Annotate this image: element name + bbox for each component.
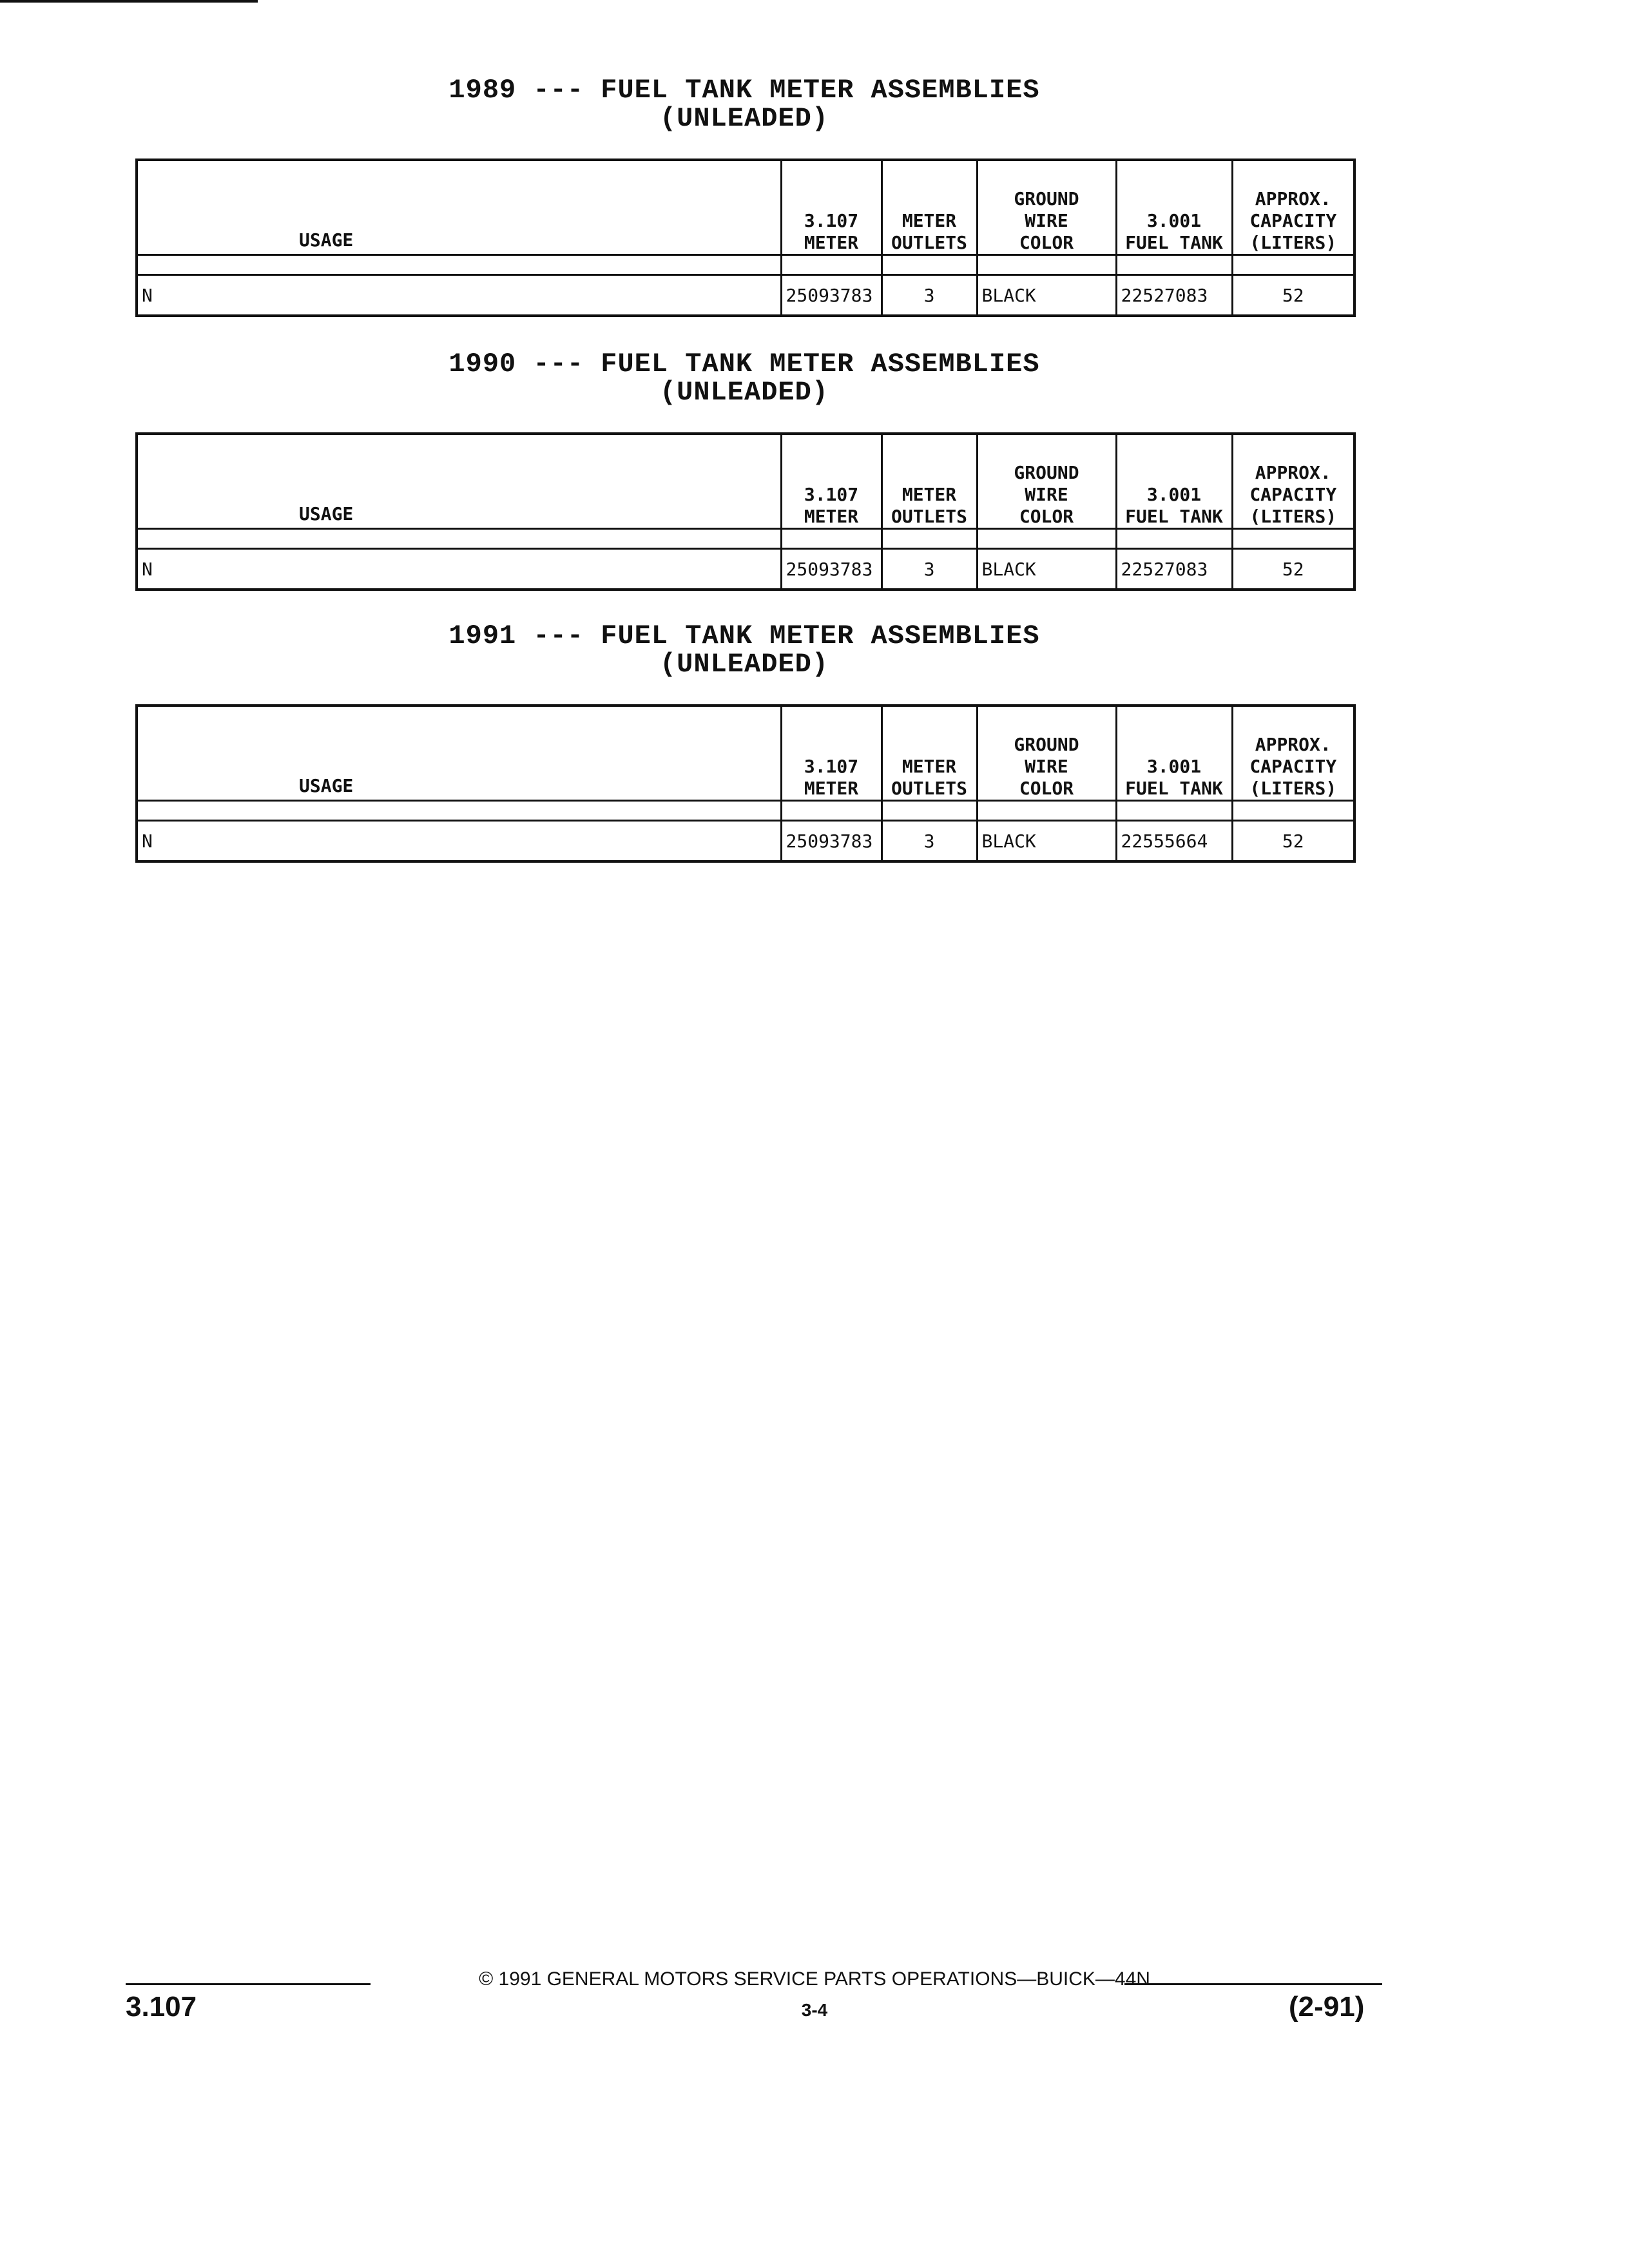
footer-copyright: © 1991 GENERAL MOTORS SERVICE PARTS OPERATIONS—BUICK—44N: [479, 1968, 1150, 1990]
header-usage: USAGE: [137, 706, 781, 801]
footer-revision: (2-91): [1289, 1991, 1365, 2023]
section-title-line: 1990 --- FUEL TANK METER ASSEMBLIES: [448, 349, 1040, 380]
cell-capacity: 52: [1232, 275, 1354, 316]
header-fuel-tank: 3.001 FUEL TANK: [1116, 434, 1232, 529]
header-meter: 3.107 METER: [781, 160, 882, 255]
table-row: [137, 549, 1354, 590]
header-ground-wire-color: GROUND WIRE COLOR: [977, 434, 1116, 529]
header-ground-wire-color: GROUND WIRE COLOR: [977, 706, 1116, 801]
cell-meter: 25093783: [781, 549, 882, 590]
header-capacity: APPROX. CAPACITY (LITERS): [1232, 434, 1354, 529]
header-usage: USAGE: [137, 434, 781, 529]
header-outlets: METER OUTLETS: [882, 706, 977, 801]
header-outlets: METER OUTLETS: [882, 160, 977, 255]
cell-outlets: 3: [882, 275, 977, 316]
cell-capacity: 52: [1232, 821, 1354, 862]
header-usage: USAGE: [137, 160, 781, 255]
spacer-row: [137, 529, 1354, 549]
footer-page-number: 3-4: [801, 2000, 828, 2020]
cell-fuel-tank: 22527083: [1116, 275, 1232, 316]
cell-outlets: 3: [882, 821, 977, 862]
cell-ground-color: BLACK: [977, 549, 1116, 590]
cell-ground-color: BLACK: [977, 275, 1116, 316]
section-subtitle: (UNLEADED): [659, 103, 829, 134]
section-title: [135, 350, 1353, 407]
header-fuel-tank: 3.001 FUEL TANK: [1116, 706, 1232, 801]
meter-table: [135, 159, 1356, 317]
header-capacity: APPROX. CAPACITY (LITERS): [1232, 160, 1354, 255]
header-meter: 3.107 METER: [781, 434, 882, 529]
header-ground-wire-color: GROUND WIRE COLOR: [977, 160, 1116, 255]
section-title-line: 1991 --- FUEL TANK METER ASSEMBLIES: [448, 620, 1040, 651]
cell-usage: N: [137, 549, 781, 590]
cell-usage: N: [137, 821, 781, 862]
header-fuel-tank: 3.001 FUEL TANK: [1116, 160, 1232, 255]
meter-table: [135, 704, 1356, 863]
header-row: [137, 160, 1354, 255]
header-row: [137, 434, 1354, 529]
header-row: [137, 706, 1354, 801]
footer-section-number: 3.107: [126, 1991, 197, 2023]
header-capacity: APPROX. CAPACITY (LITERS): [1232, 706, 1354, 801]
section-title: [135, 76, 1353, 133]
section-subtitle: (UNLEADED): [659, 377, 829, 408]
cell-capacity: 52: [1232, 549, 1354, 590]
spacer-row: [137, 801, 1354, 821]
cell-usage: N: [137, 275, 781, 316]
section-subtitle: (UNLEADED): [659, 649, 829, 680]
table-row: [137, 821, 1354, 862]
section-title: [135, 622, 1353, 678]
cell-fuel-tank: 22555664: [1116, 821, 1232, 862]
cell-ground-color: BLACK: [977, 821, 1116, 862]
spacer-row: [137, 255, 1354, 275]
header-outlets: METER OUTLETS: [882, 434, 977, 529]
header-meter: 3.107 METER: [781, 706, 882, 801]
cell-meter: 25093783: [781, 821, 882, 862]
top-rule: [0, 0, 258, 3]
meter-table: [135, 432, 1356, 591]
table-row: [137, 275, 1354, 316]
cell-outlets: 3: [882, 549, 977, 590]
section-title-line: 1989 --- FUEL TANK METER ASSEMBLIES: [448, 75, 1040, 106]
cell-fuel-tank: 22527083: [1116, 549, 1232, 590]
cell-meter: 25093783: [781, 275, 882, 316]
